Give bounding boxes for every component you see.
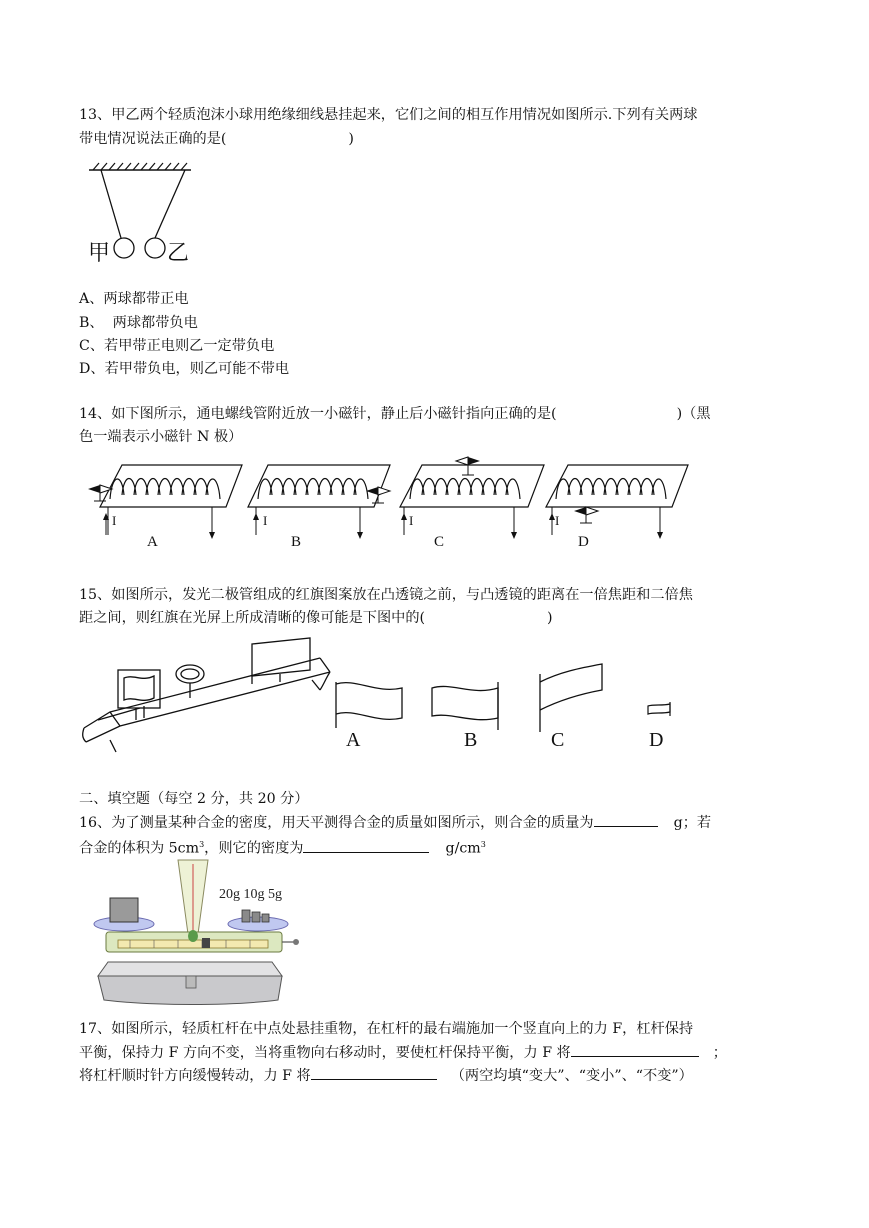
q17-line2	[79, 1042, 727, 1063]
q17-blank-2[interactable]	[311, 1065, 437, 1080]
q16-mass-unit: g；若	[673, 815, 712, 831]
q13-stem: 带电情况说法正确的是(	[79, 131, 227, 147]
q13-label-yi: 乙	[167, 241, 190, 266]
q14-line1	[79, 404, 711, 424]
q16-density-text: ，则它的密度为	[204, 840, 304, 857]
q14-panel-d	[546, 465, 688, 539]
q16-stem: 16、为了测量某种合金的密度，用天平测得合金的质量如图所示，则合金的质量为	[79, 815, 594, 831]
q14-paren-close: )（黑	[676, 406, 711, 422]
q15-line1: 15、如图所示，发光二极管组成的红旗图案放在凸透镜之前，与凸透镜的距离在一倍焦距和二倍焦	[79, 587, 693, 603]
q16-line2	[79, 835, 486, 859]
q16-density-unit-sup: 3	[480, 840, 486, 849]
q14-current-label-a: I	[112, 513, 117, 528]
q13-option-b: B、 两球都带负电	[79, 315, 198, 331]
q14-label-d: D	[578, 534, 589, 550]
q17-blank-1[interactable]	[571, 1042, 699, 1057]
q13-option-d: D、若甲带负电，则乙可能不带电	[79, 361, 290, 377]
q13-line2	[79, 129, 354, 149]
q14-current-label-c: I	[409, 513, 414, 528]
q14-label-a: A	[147, 534, 158, 550]
q13-paren-close: )	[348, 131, 354, 147]
q15-stem: 距之间，则红旗在光屏上所成清晰的像可能是下图中的(	[79, 610, 426, 626]
q14-label-b: B	[291, 534, 302, 550]
q14-panel-c	[400, 457, 544, 539]
q16-volume-text: 合金的体积为 5cm	[79, 840, 200, 857]
q15-paren-close: )	[547, 610, 553, 626]
q14-label-c: C	[434, 534, 445, 550]
convex-lens	[176, 665, 204, 698]
q15-option-d-flag	[648, 702, 670, 716]
q13-label-jia: 甲	[88, 241, 111, 266]
q14-current-label-b: I	[263, 513, 268, 528]
q16-volume-sup: 3	[199, 840, 205, 849]
q16-density-blank[interactable]	[303, 838, 429, 853]
q14-line2: 色一端表示小磁针 N 极）	[79, 429, 243, 445]
q16-mass-blank[interactable]	[594, 812, 658, 827]
q16-balance-figure	[82, 858, 302, 1010]
q15-label-b: B	[464, 729, 478, 751]
q14-stem: 14、如下图所示，通电螺线管附近放一小磁针，静止后小磁针指向正确的是(	[79, 406, 557, 422]
q15-option-a-flag	[336, 682, 402, 728]
q17-line3-text: 将杠杆顺时针方向缓慢转动，力 F 将	[79, 1068, 311, 1084]
q15-option-b-flag	[432, 682, 498, 730]
q15-option-c-flag	[540, 664, 602, 732]
q16-weights-label: 20g 10g 5g	[219, 887, 282, 902]
q17-line1: 17、如图所示，轻质杠杆在中点处悬挂重物，在杠杆的最右端施加一个竖直向上的力 F，杠杆保持	[79, 1021, 694, 1037]
q14-panel-b	[248, 465, 390, 539]
q15-label-c: C	[551, 729, 565, 751]
q14-solenoid-figure	[82, 455, 694, 555]
q17-line3	[79, 1065, 693, 1086]
q13-option-a: A、两球都带正电	[79, 291, 189, 307]
q16-density-unit: g/cm	[445, 840, 481, 857]
light-screen	[252, 638, 310, 684]
q16-line1	[79, 812, 711, 833]
q17-line3-end: （两空均填“变大”、“变小”、“不变”）	[450, 1068, 693, 1084]
q13-line1: 13、甲乙两个轻质泡沫小球用绝缘细线悬挂起来，它们之间的相互作用情况如图所示.下列有关两球	[79, 107, 698, 123]
q17-line2-end: ；	[712, 1045, 727, 1061]
q15-optical-bench-figure	[80, 632, 680, 754]
q13-option-c: C、若甲带正电则乙一定带负电	[79, 338, 275, 354]
q15-label-a: A	[346, 729, 361, 751]
section2-title: 二、填空题（每空 2 分，共 20 分）	[79, 791, 309, 807]
q17-stem: 平衡，保持力 F 方向不变，当将重物向右移动时，要使杠杆保持平衡，力 F 将	[79, 1045, 571, 1061]
q14-current-label-d: I	[555, 513, 560, 528]
q15-label-d: D	[649, 729, 664, 751]
q15-line2	[79, 608, 553, 628]
